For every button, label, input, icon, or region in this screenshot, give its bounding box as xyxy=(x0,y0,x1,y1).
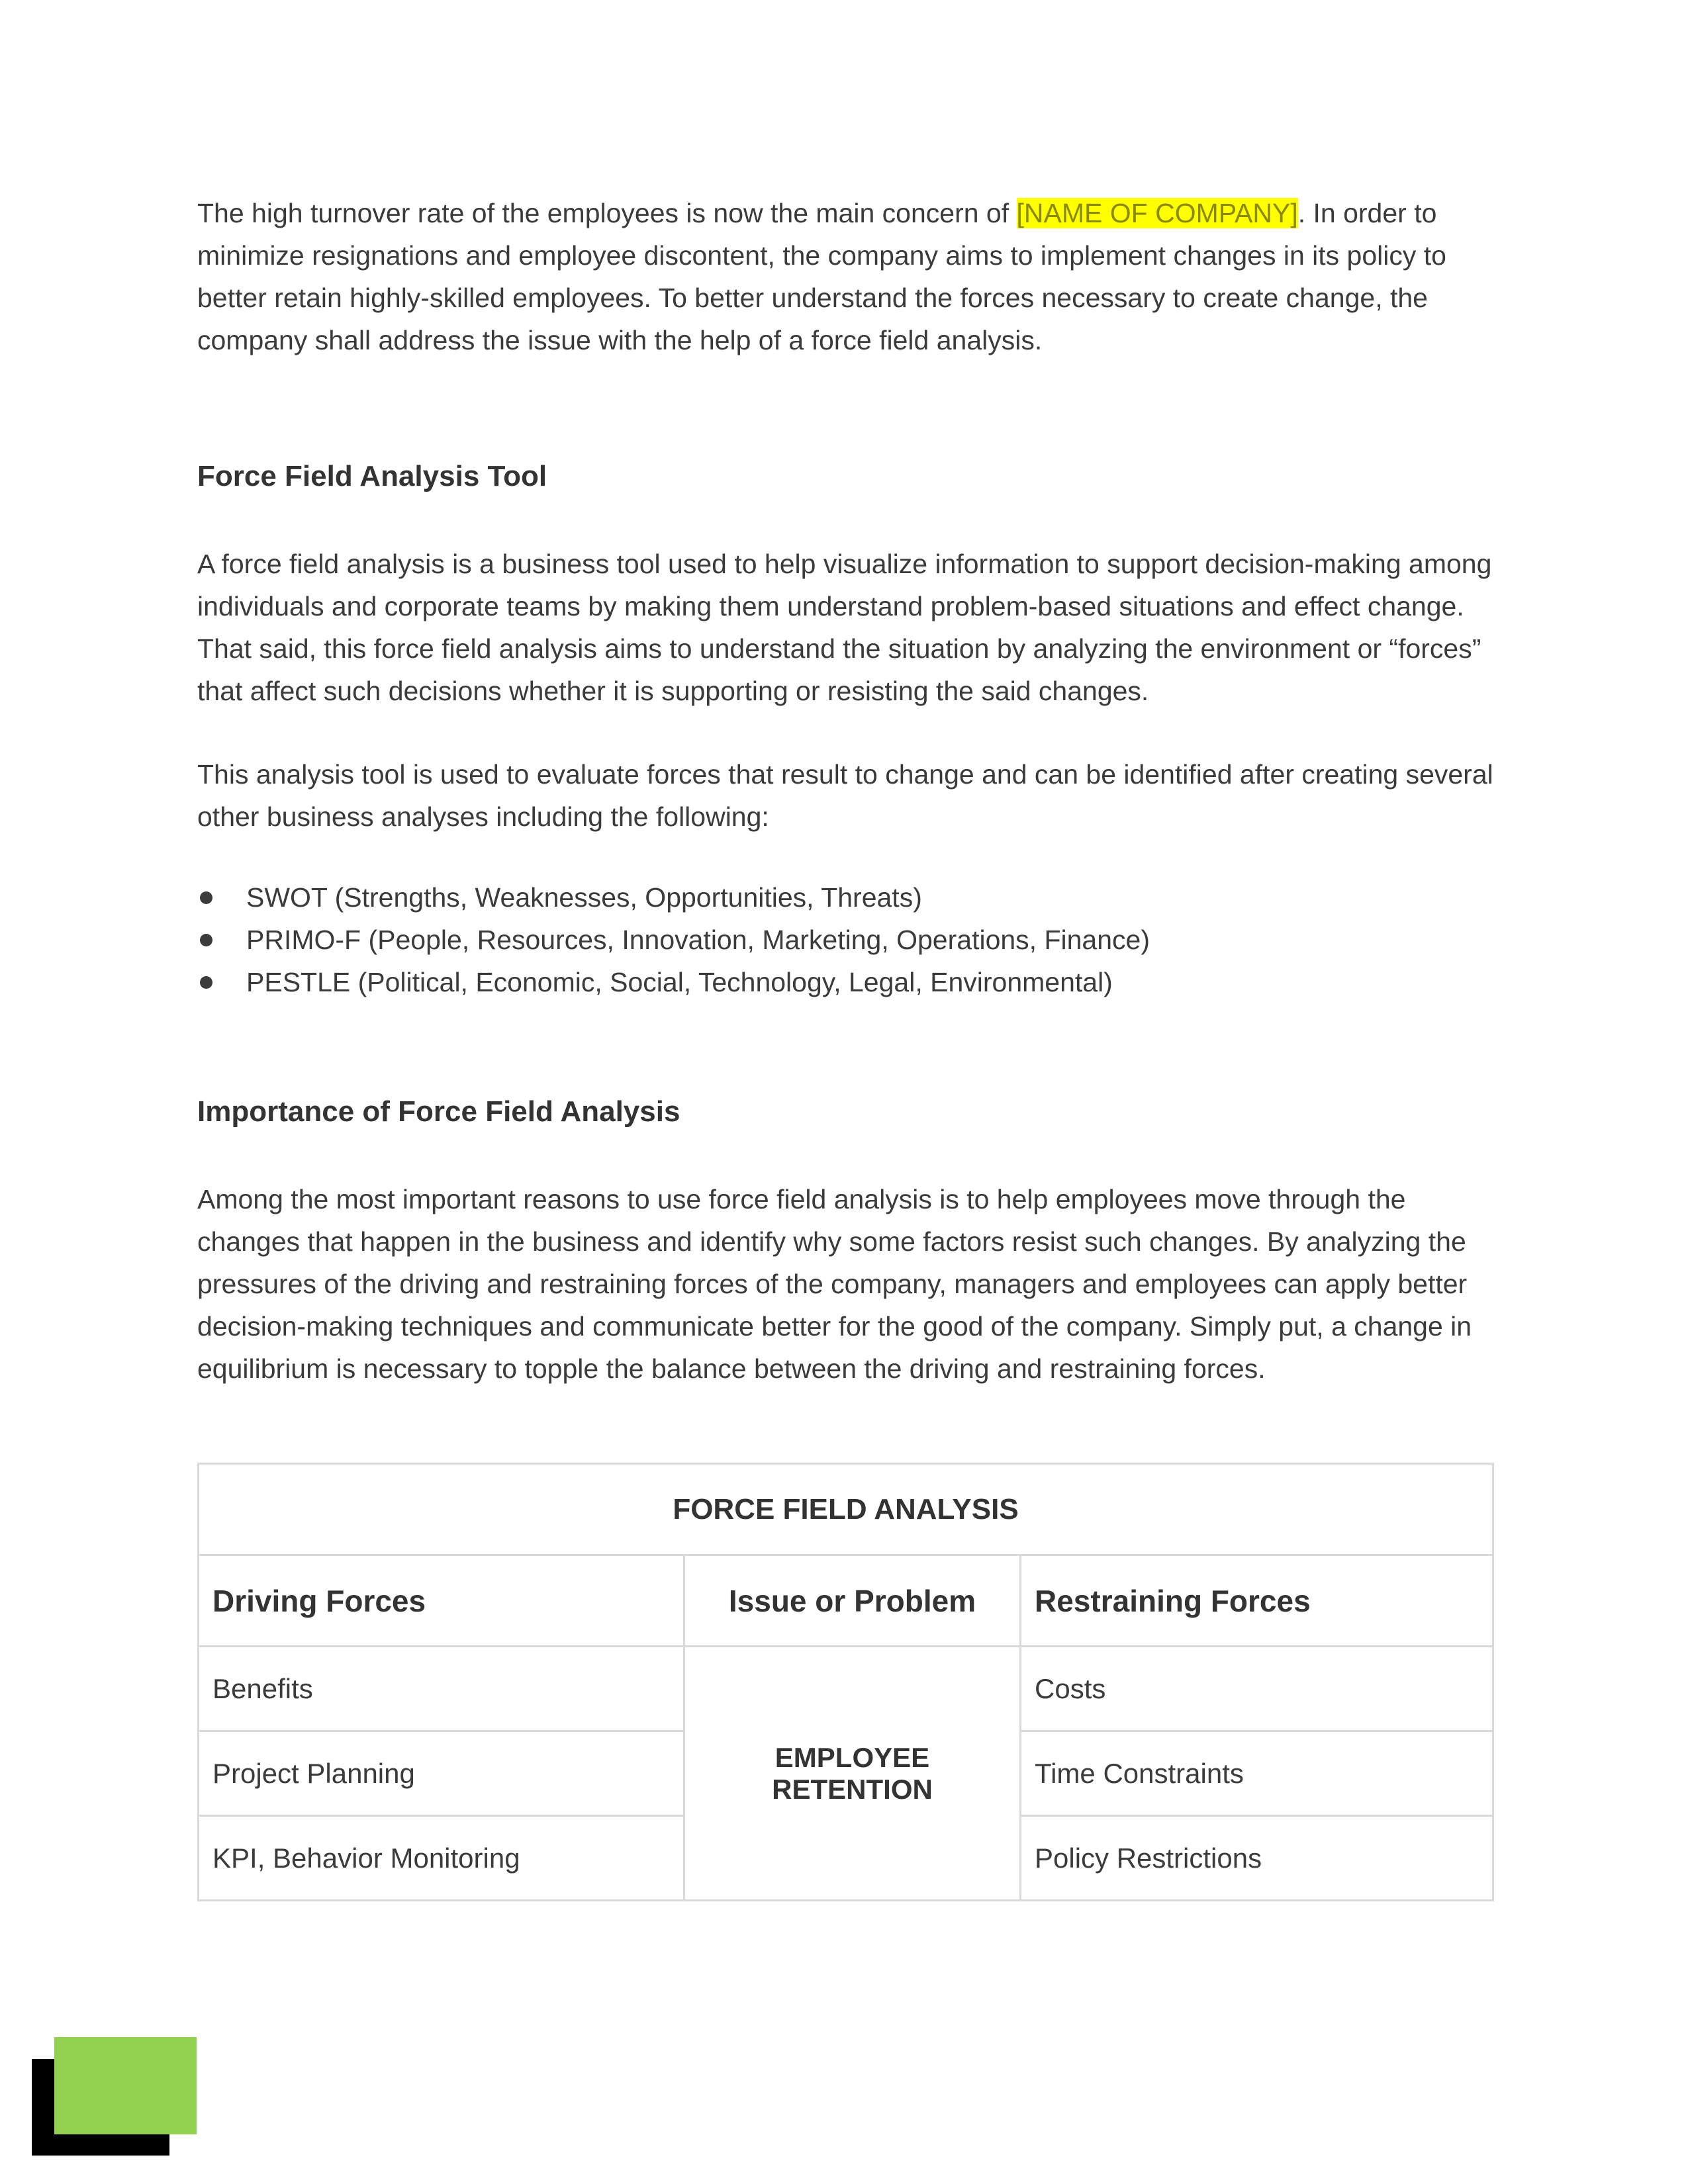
force-field-table xyxy=(197,1463,1494,1901)
table-title-row xyxy=(199,1464,1493,1555)
bullet-icon xyxy=(200,976,212,989)
bullet-icon xyxy=(200,934,212,946)
driving-force-cell: KPI, Behavior Monitoring xyxy=(199,1816,684,1901)
list-item xyxy=(197,876,1495,919)
document-body xyxy=(197,192,1495,1390)
issue-cell: EMPLOYEE RETENTION xyxy=(684,1647,1021,1901)
restraining-force-cell: Policy Restrictions xyxy=(1021,1816,1493,1901)
driving-force-cell: Benefits xyxy=(199,1647,684,1731)
bullet-icon xyxy=(200,891,212,904)
intro-paragraph xyxy=(197,192,1495,361)
tool-section-heading: Force Field Analysis Tool xyxy=(197,460,547,492)
importance-paragraph: Among the most important reasons to use force field analysis is to help employees move through the changes that happen in the business and identify why some factors resist such changes. By analyzing the pressures of the driving and restraining forces of the company, managers and employees can apply better decision-making techniques and communicate better for the good of the company. Simply put, a change in equilibrium is necessary to topple the balance between the driving and restraining forces. xyxy=(197,1184,1472,1384)
table-row xyxy=(199,1647,1493,1731)
list-item-text: PESTLE (Political, Economic, Social, Technology, Legal, Environmental) xyxy=(246,967,1113,997)
restraining-forces-header: Restraining Forces xyxy=(1021,1555,1493,1647)
analysis-list xyxy=(197,876,1495,1003)
evaluate-paragraph: This analysis tool is used to evaluate forces that result to change and can be identified after creating several other business analyses including the following: xyxy=(197,759,1493,832)
intro-text-after: . In order to minimize resignations and employee discontent, the company aims to implement changes in its policy to better retain highly-skilled employees. To better understand the forces necessary to create change, the company shall address the issue with the help of a force field analysis. xyxy=(197,198,1446,355)
list-item-text: SWOT (Strengths, Weaknesses, Opportunities, Threats) xyxy=(246,882,922,913)
restraining-force-cell: Time Constraints xyxy=(1021,1731,1493,1816)
tool-paragraph: A force field analysis is a business tool used to help visualize information to support decision-making among individuals and corporate teams by making them understand problem-based situations and effect change. That said, this force field analysis aims to understand the situation by analyzing the environment or “forces” that affect such decisions whether it is supporting or resisting the said changes. xyxy=(197,549,1492,706)
corner-decoration-green xyxy=(54,2037,197,2134)
table-header-row xyxy=(199,1555,1493,1647)
list-item xyxy=(197,919,1495,961)
driving-forces-header: Driving Forces xyxy=(199,1555,684,1647)
list-item-text: PRIMO-F (People, Resources, Innovation, Marketing, Operations, Finance) xyxy=(246,925,1150,955)
driving-force-cell: Project Planning xyxy=(199,1731,684,1816)
table-title: FORCE FIELD ANALYSIS xyxy=(199,1464,1493,1555)
importance-section-heading: Importance of Force Field Analysis xyxy=(197,1095,680,1128)
list-item xyxy=(197,961,1495,1003)
issue-header: Issue or Problem xyxy=(684,1555,1021,1647)
company-name-placeholder: [NAME OF COMPANY] xyxy=(1016,198,1298,228)
intro-text-before: The high turnover rate of the employees is now the main concern of xyxy=(197,198,1017,228)
restraining-force-cell: Costs xyxy=(1021,1647,1493,1731)
